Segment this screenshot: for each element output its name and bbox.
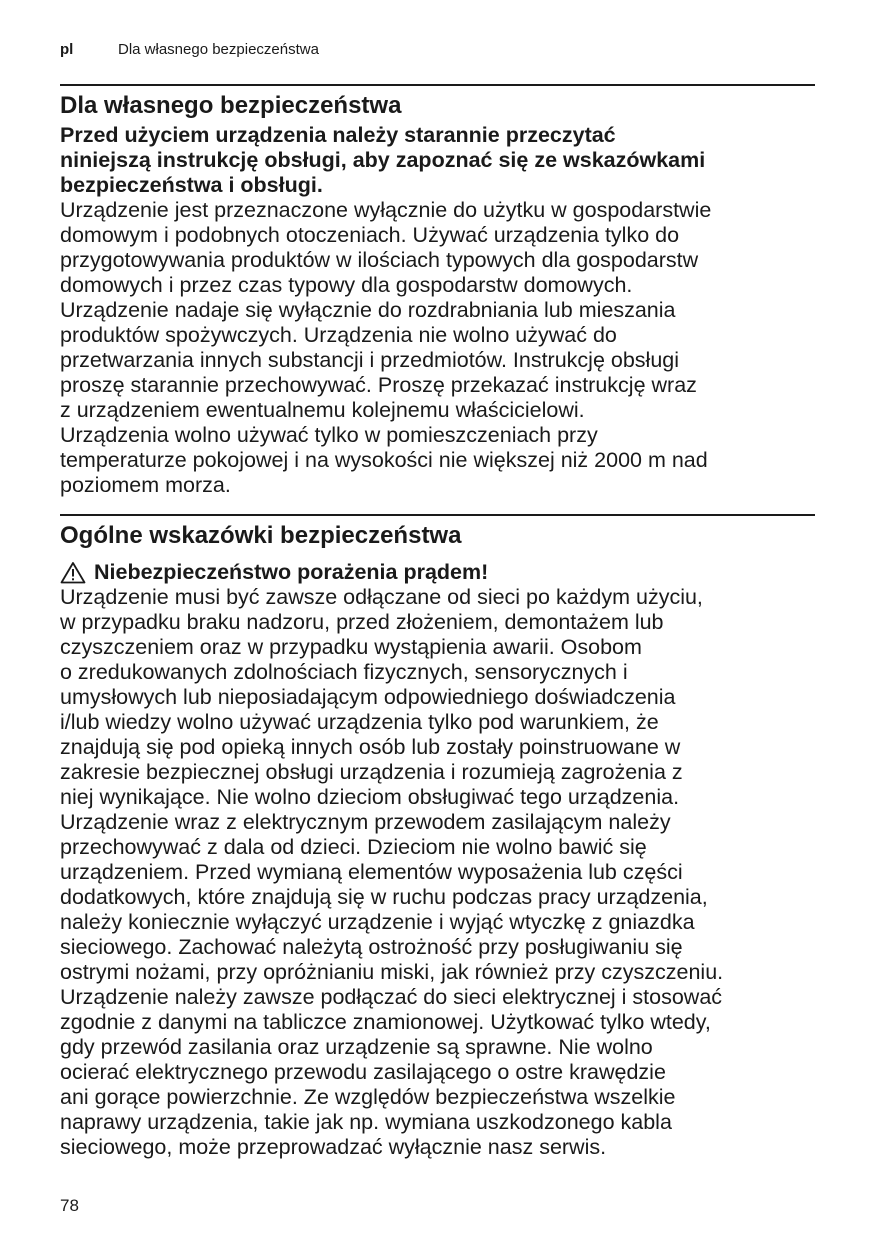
body-line: z urządzeniem ewentualnemu kolejnemu właścicielowi.: [60, 398, 585, 422]
body-line: i/lub wiedzy wolno używać urządzenia tylko pod warunkiem, że: [60, 710, 659, 734]
body-line: o zredukowanych zdolnościach fizycznych, sensorycznych i: [60, 660, 628, 684]
body-line: sieciowego, może przeprowadzać wyłącznie nasz serwis.: [60, 1135, 607, 1159]
body-line: przechowywać z dala od dzieci. Dzieciom nie wolno bawić się: [60, 835, 647, 859]
intro-line: bezpieczeństwa i obsługi.: [60, 173, 323, 197]
intro-paragraph: [60, 123, 840, 198]
section-own-safety: [60, 92, 840, 498]
body-line: urządzeniem. Przed wymianą elementów wyposażenia lub części: [60, 860, 683, 884]
body-line: poziomem morza.: [60, 473, 231, 497]
body-line: należy koniecznie wyłączyć urządzenie i wyjąć wtyczkę z gniazdka: [60, 910, 695, 934]
body-line: Urządzenie wraz z elektrycznym przewodem zasilającym należy: [60, 810, 671, 834]
body-paragraph: [60, 198, 840, 498]
body-line: domowym i podobnych otoczeniach. Używać urządzenia tylko do: [60, 223, 680, 247]
section-divider: [60, 514, 815, 516]
warning-triangle-icon: [60, 561, 86, 584]
body-line: naprawy urządzenia, takie jak np. wymiana uszkodzonego kabla: [60, 1110, 672, 1134]
section-divider: [60, 84, 815, 86]
body-line: niej wynikające. Nie wolno dzieciom obsługiwać tego urządzenia.: [60, 785, 680, 809]
body-line: dodatkowych, które znajdują się w ruchu podczas pracy urządzenia,: [60, 885, 708, 909]
body-line: produktów spożywczych. Urządzenia nie wolno używać do: [60, 323, 617, 347]
body-line: przetwarzania innych substancji i przedmiotów. Instrukcję obsługi: [60, 348, 680, 372]
body-paragraph: [60, 585, 840, 1160]
body-line: domowych i przez czas typowy dla gospodarstw domowych.: [60, 273, 633, 297]
page-number: 78: [60, 1196, 79, 1215]
section-general-safety: [60, 522, 840, 1160]
body-line: proszę starannie przechowywać. Proszę przekazać instrukcję wraz: [60, 373, 697, 397]
intro-line: niniejszą instrukcję obsługi, aby zapoznać się ze wskazówkami: [60, 148, 706, 172]
body-line: temperaturze pokojowej i na wysokości nie większej niż 2000 m nad: [60, 448, 708, 472]
body-line: czyszczeniem oraz w przypadku wystąpienia awarii. Osobom: [60, 635, 642, 659]
body-line: ostrymi nożami, przy opróżnianiu miski, jak również przy czyszczeniu.: [60, 960, 724, 984]
body-line: przygotowywania produktów w ilościach typowych dla gospodarstw: [60, 248, 699, 272]
body-line: zgodnie z danymi na tabliczce znamionowej. Użytkować tylko wtedy,: [60, 1010, 711, 1034]
body-line: ani gorące powierzchnie. Ze względów bezpieczeństwa wszelkie: [60, 1085, 676, 1109]
body-line: gdy przewód zasilania oraz urządzenie są sprawne. Nie wolno: [60, 1035, 653, 1059]
body-line: Urządzenie nadaje się wyłącznie do rozdrabniania lub mieszania: [60, 298, 676, 322]
body-line: ocierać elektrycznego przewodu zasilającego o ostre krawędzie: [60, 1060, 666, 1084]
body-line: Urządzenia wolno używać tylko w pomieszczeniach przy: [60, 423, 598, 447]
section-title: Ogólne wskazówki bezpieczeństwa: [60, 522, 462, 549]
running-header-title: Dla własnego bezpieczeństwa: [118, 41, 319, 58]
body-line: Urządzenie musi być zawsze odłączane od sieci po każdym użyciu,: [60, 585, 703, 609]
section-title: Dla własnego bezpieczeństwa: [60, 92, 402, 119]
body-line: w przypadku braku nadzoru, przed złożeniem, demontażem lub: [60, 610, 664, 634]
running-header: [60, 40, 319, 60]
body-line: zakresie bezpiecznej obsługi urządzenia i rozumieją zagrożenia z: [60, 760, 683, 784]
body-line: znajdują się pod opieką innych osób lub zostały poinstruowane w: [60, 735, 681, 759]
body-line: Urządzenie należy zawsze podłączać do sieci elektrycznej i stosować: [60, 985, 723, 1009]
warning-heading: [60, 560, 840, 585]
warning-text: Niebezpieczeństwo porażenia prądem!: [94, 560, 489, 584]
body-line: umysłowych lub nieposiadającym odpowiedniego doświadczenia: [60, 685, 676, 709]
body-line: Urządzenie jest przeznaczone wyłącznie do użytku w gospodarstwie: [60, 198, 712, 222]
body-line: sieciowego. Zachować należytą ostrożność przy posługiwaniu się: [60, 935, 683, 959]
language-code: pl: [60, 41, 74, 58]
intro-line: Przed użyciem urządzenia należy starannie przeczytać: [60, 123, 616, 147]
